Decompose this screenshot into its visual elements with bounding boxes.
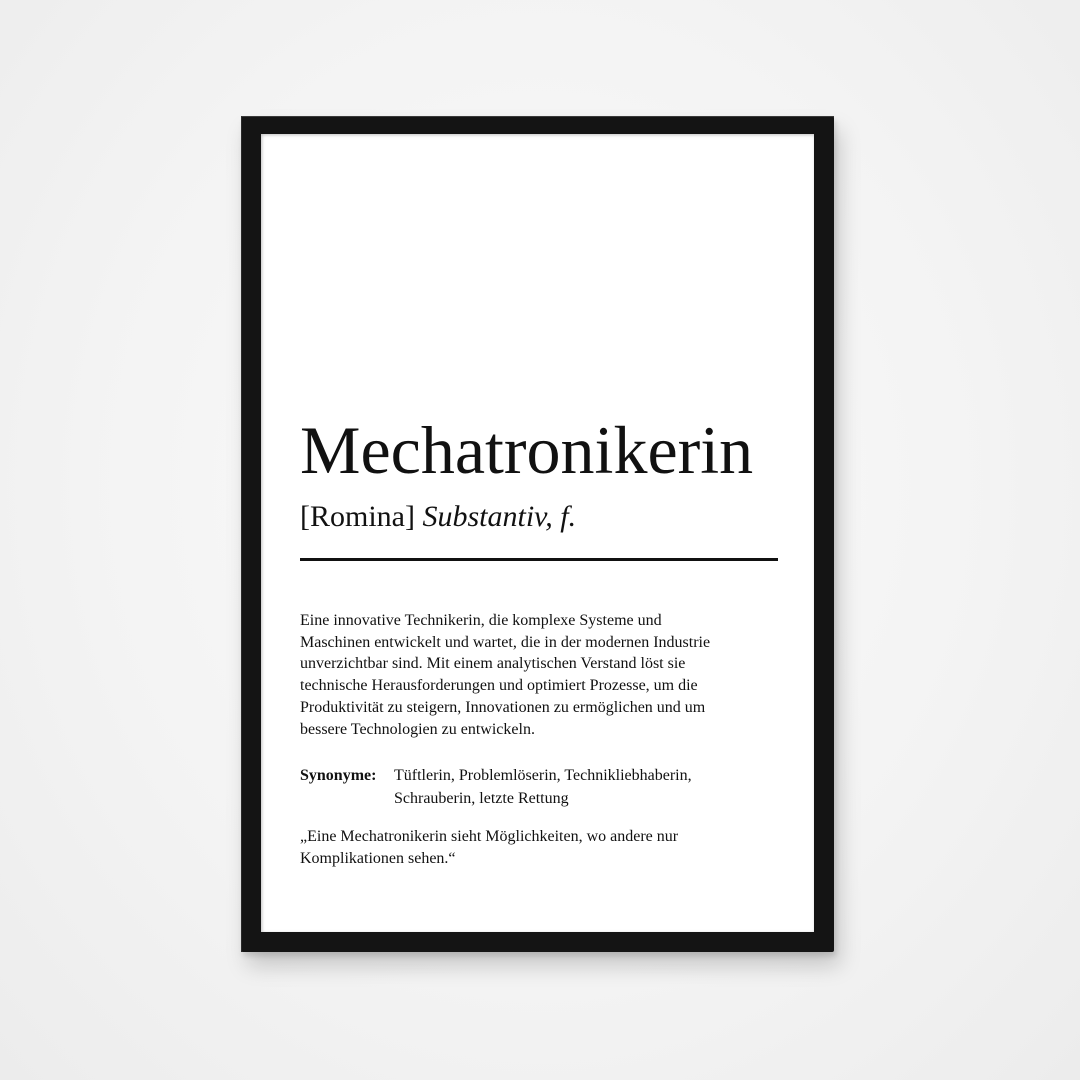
headword: Mechatronikerin: [300, 412, 754, 488]
grammar-line: [300, 502, 576, 532]
quote-line: „Eine Mechatronikerin sieht Möglichkeiten, wo andere nur: [300, 828, 679, 845]
synonyms-block: [300, 764, 780, 810]
synonyms-values: [394, 764, 780, 810]
definition-line: Produktivität zu steigern, Innovationen zu ermöglichen und um: [300, 698, 706, 716]
quote-text: [300, 826, 780, 869]
definition-line: unverzichtbar sind. Mit einem analytischen Verstand löst sie: [300, 655, 686, 673]
definition-line: Maschinen entwickelt und wartet, die in der modernen Industrie: [300, 633, 711, 651]
poster-paper: [261, 134, 814, 932]
divider-rule: [300, 558, 778, 561]
word-class: Substantiv, f.: [422, 500, 577, 533]
definition-line: technische Herausforderungen und optimiert Prozesse, um die: [300, 677, 698, 695]
definition-text: [300, 610, 780, 740]
synonyms-label: Synonyme:: [300, 767, 377, 784]
synonyms-line: Schrauberin, letzte Rettung: [394, 790, 569, 807]
definition-line: Eine innovative Technikerin, die komplexe Systeme und: [300, 612, 662, 629]
quote-line: Komplikationen sehen.“: [300, 849, 456, 867]
synonyms-line: Tüftlerin, Problemlöserin, Technikliebhaberin,: [394, 767, 692, 784]
definition-line: bessere Technologien zu entwickeln.: [300, 720, 535, 738]
picture-frame: [241, 116, 834, 952]
name-bracket: [Romina]: [300, 500, 415, 533]
